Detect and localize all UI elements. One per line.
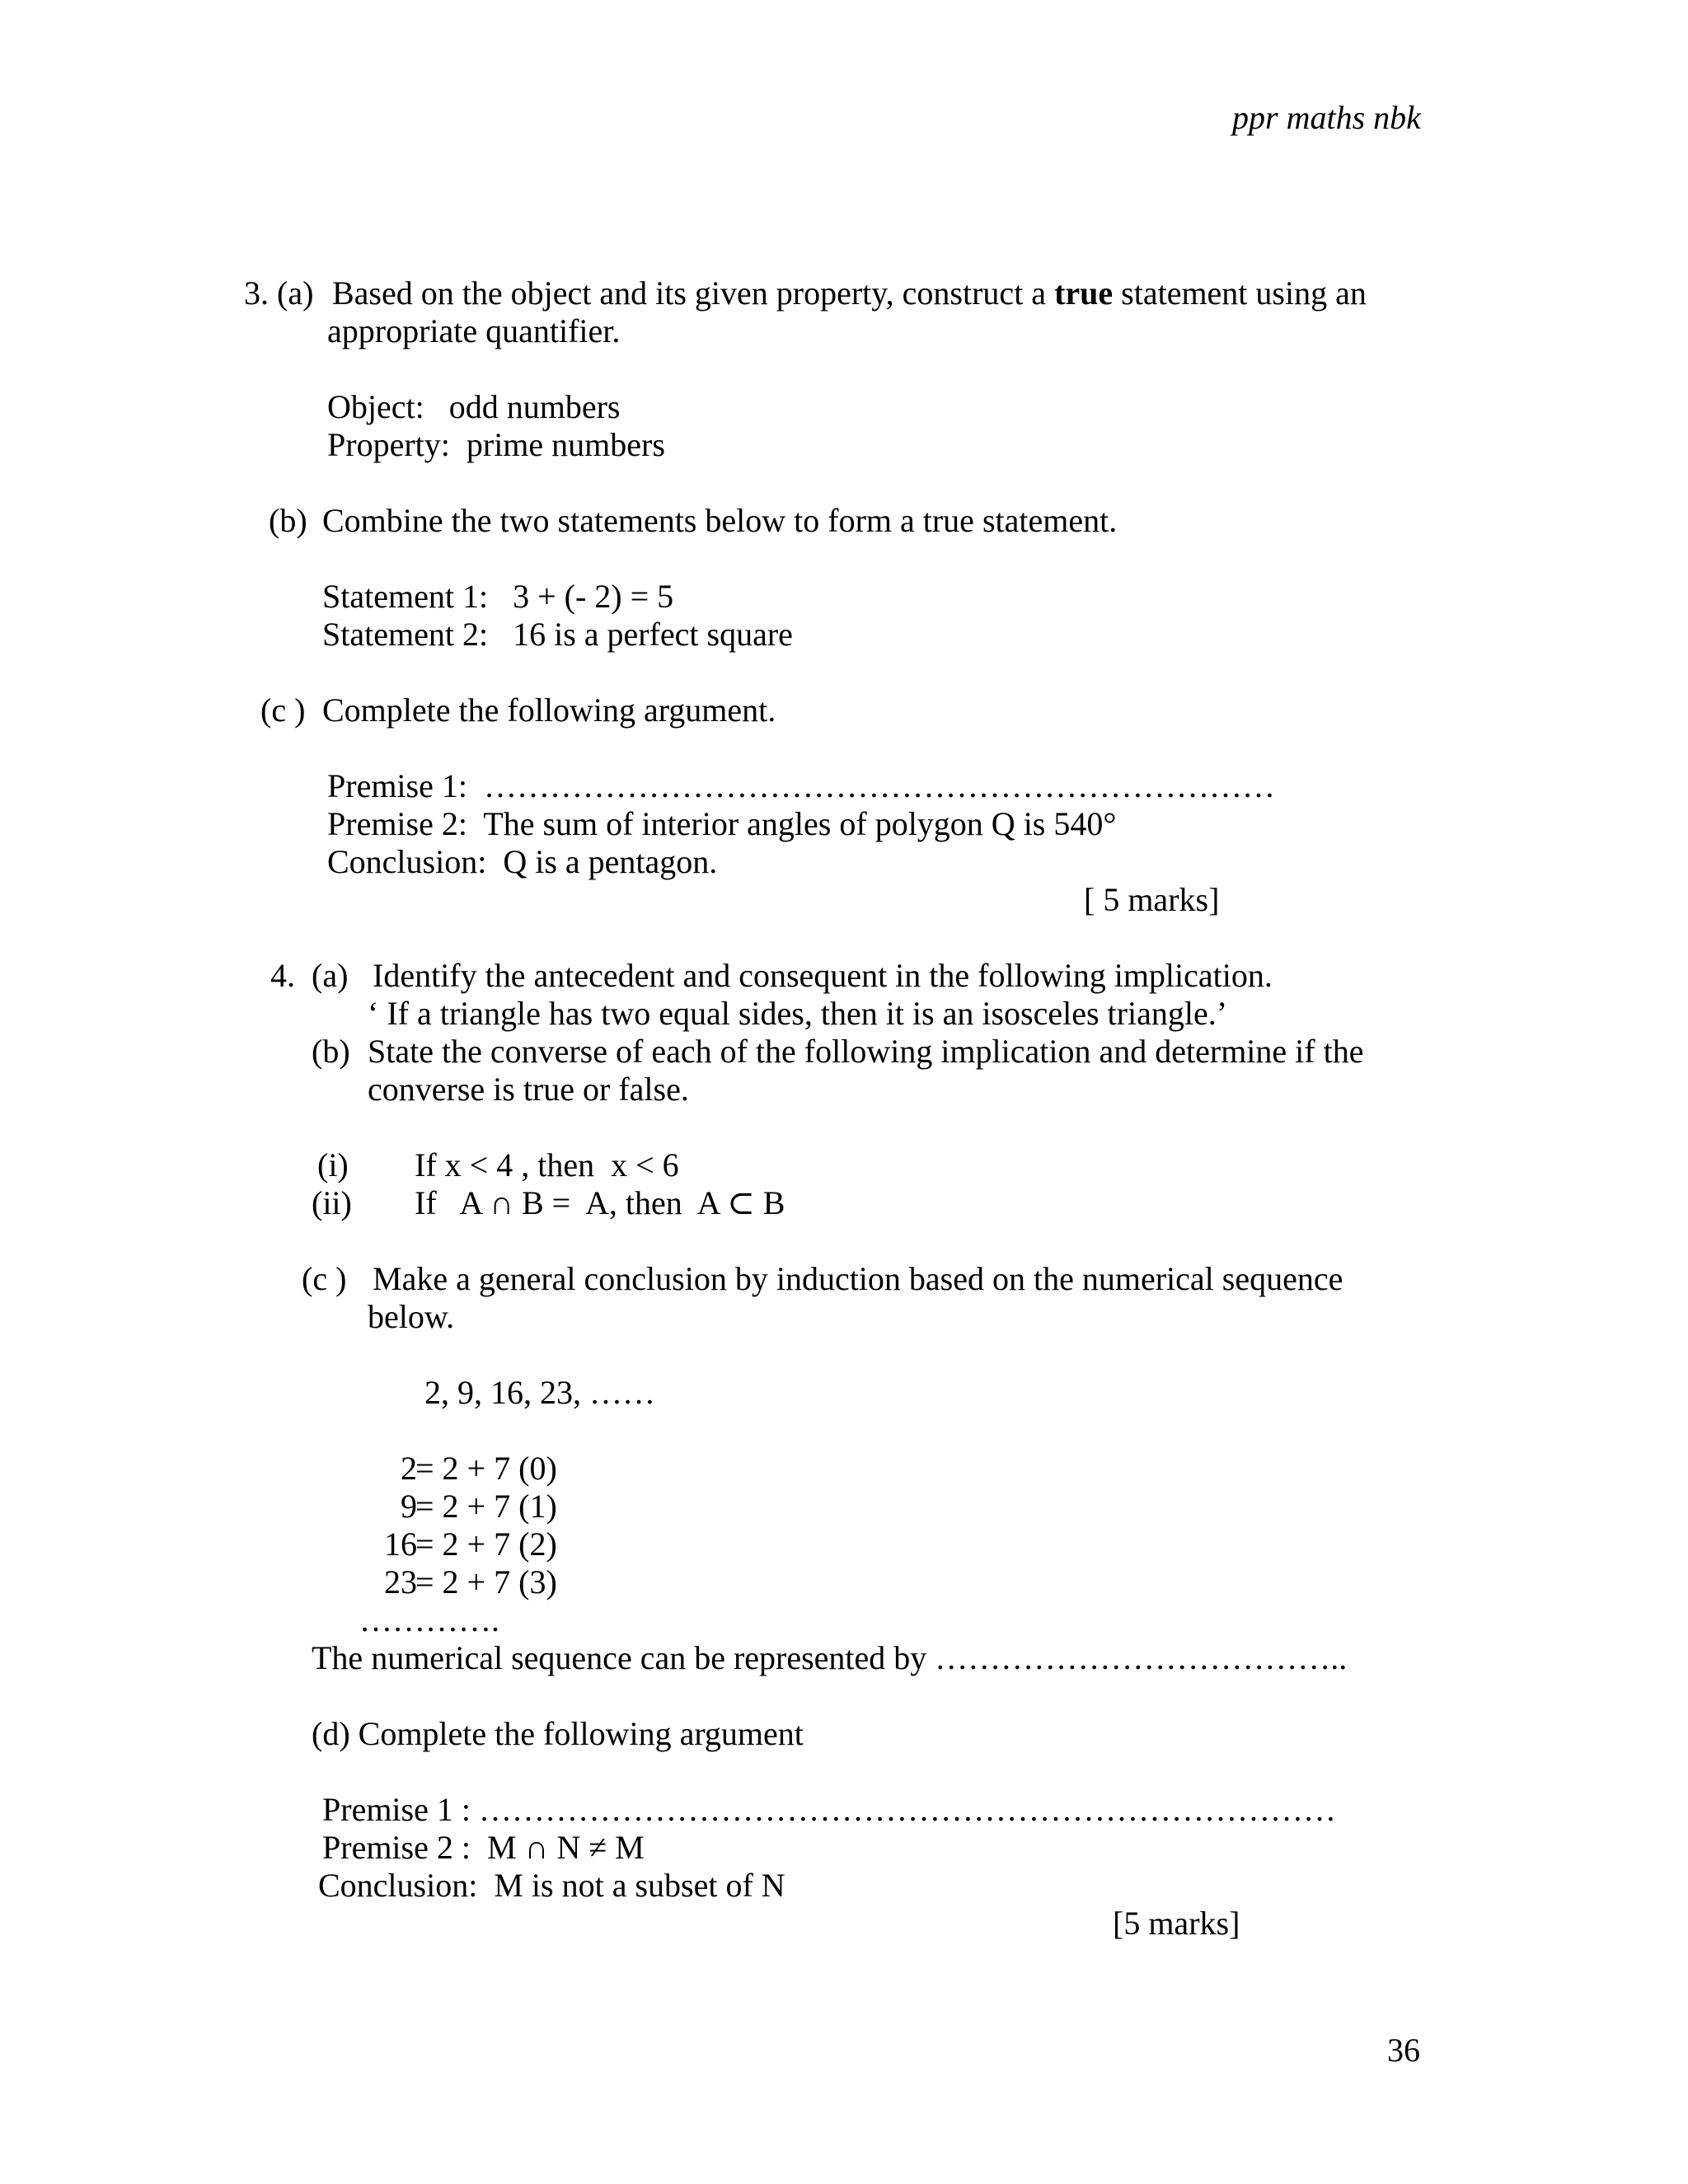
q4d-premise-1: Premise 1 : …………………………………………………………………… [322,1791,1336,1828]
q3a-text-post: statement using an [1113,274,1367,312]
q4c-sequence: 2, 9, 16, 23, …… [424,1374,655,1411]
q4c-row-expression: = 2 + 7 (0) [415,1450,557,1487]
q4b-i-text: If x < 4 , then x < 6 [415,1146,679,1183]
q3b-text: Combine the two statements below to form a true statement. [322,502,1118,539]
q3c-conclusion: Conclusion: Q is a pentagon. [327,843,718,880]
q3-marks: [ 5 marks] [1084,881,1220,918]
q3a-label: 3. (a) [244,274,314,312]
q3b-statement-2: Statement 2: 16 is a perfect square [322,616,793,653]
q3a-text-line1 [332,274,1367,312]
page-number: 36 [1387,2032,1420,2069]
q3a-text-pre: Based on the object and its given property, construct a [332,274,1055,312]
q4c-row-number: 16 [384,1526,417,1563]
q4c-row-expression: = 2 + 7 (1) [415,1488,557,1525]
q3a-text-line2: appropriate quantifier. [327,312,621,349]
q4d-conclusion: Conclusion: M is not a subset of N [318,1867,785,1904]
q3c-premise-1: Premise 1: ……………………………………………………………… [327,767,1275,804]
q4c-label: (c ) [302,1260,347,1297]
q4a-label: 4. (a) [270,957,349,994]
q4c-text-line1: Make a general conclusion by induction based on the numerical sequence [373,1260,1343,1297]
q4b-ii-label: (ii) [312,1184,352,1221]
q4-marks: [5 marks] [1113,1905,1240,1942]
q4a-quote: ‘ If a triangle has two equal sides, then it is an isosceles triangle.’ [368,995,1228,1032]
q4c-row-number: 9 [401,1488,417,1525]
q4b-ii-text: If A ∩ B = A, then A ⊂ B [415,1184,785,1221]
q4c-row-number: 23 [384,1563,417,1601]
q3c-text: Complete the following argument. [322,691,776,729]
q4b-text-line2: converse is true or false. [368,1071,689,1108]
q4d-premise-2: Premise 2 : M ∩ N ≠ M [322,1829,645,1866]
running-title: ppr maths nbk [1232,99,1421,136]
q3c-premise-2: Premise 2: The sum of interior angles of polygon Q is 540° [327,805,1117,842]
q4b-text-line1: State the converse of each of the following implication and determine if the [368,1033,1364,1070]
q4c-row-expression: = 2 + 7 (2) [415,1526,557,1563]
q4b-i-label: (i) [317,1146,349,1183]
q4c-row-number: 2 [401,1450,417,1487]
q4b-label: (b) [312,1033,350,1070]
q4c-text-line2: below. [368,1298,455,1335]
q4a-text: Identify the antecedent and consequent in the following implication. [373,957,1273,994]
q3a-property: Property: prime numbers [327,426,665,463]
q4c-row-expression: = 2 + 7 (3) [415,1563,557,1601]
q3c-label: (c ) [260,691,306,729]
q3a-text-bold: true [1054,274,1114,312]
q3b-label: (b) [269,502,307,539]
q3a-object: Object: odd numbers [327,388,621,425]
q4c-continuation-dots: …………. [359,1601,499,1638]
q4d-text: (d) Complete the following argument [312,1715,804,1752]
q4c-representation: The numerical sequence can be represented by ……………………………….. [312,1639,1348,1676]
q3b-statement-1: Statement 1: 3 + (- 2) = 5 [322,578,674,615]
